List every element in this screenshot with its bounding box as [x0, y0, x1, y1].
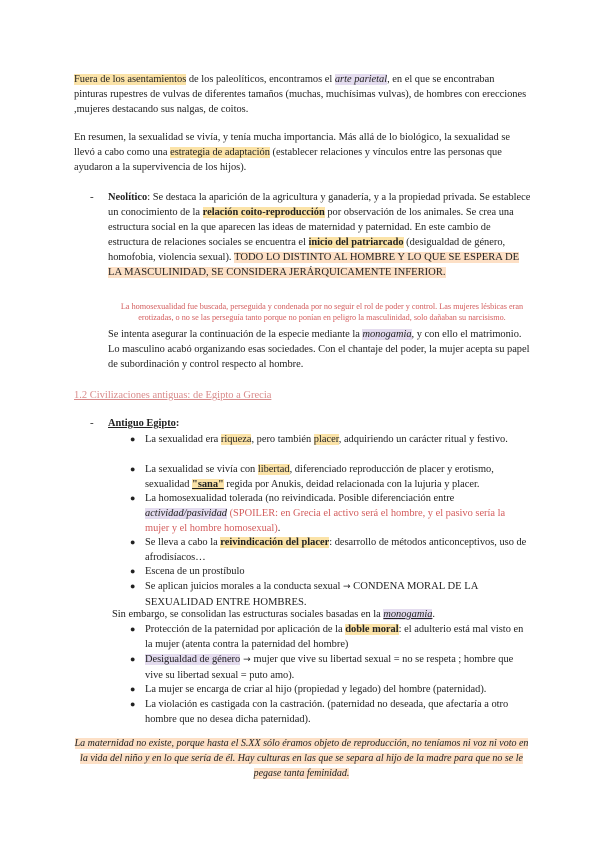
highlight-sana: "sana": [192, 479, 224, 490]
paragraph-monogamia: [108, 327, 532, 372]
highlight-riqueza: riqueza: [220, 434, 252, 445]
spoiler-note: (SPOILER: en Grecia el activo será el hombre, y el pasivo sería la mujer y el hombre homosexual): [145, 508, 506, 534]
text: La sexualidad era: [145, 434, 221, 445]
paragraph-sin-embargo: [112, 607, 532, 622]
list-item: [145, 622, 530, 652]
section-heading: 1.2 Civilizaciones antiguas: de Egipto a Grecia: [74, 390, 272, 401]
paragraph-arte-parietal: [74, 72, 529, 117]
highlight-estrategia: estrategia de adaptación: [170, 147, 270, 158]
highlight-relacion-coito: relación coito-reproducción: [202, 207, 325, 218]
text: CONDENA MORAL DE LA SEXUALIDAD ENTRE HOMBRES.: [145, 581, 478, 608]
list-dash: -: [90, 191, 94, 203]
text: En resumen, la sexualidad se vivía, y tenía mucha importancia. Más allá de lo biológico, la sexualidad se llevó a cabo como una: [74, 132, 510, 158]
highlight-actividad: actividad/pasividad: [145, 508, 227, 519]
list-item: [145, 491, 530, 536]
list-dash: -: [90, 417, 94, 429]
paragraph-neolitico: [108, 190, 532, 280]
text: , y con ello el matrimonio. Lo masculino acabó organizando esas sociedades. Con el chantaje del poder, la mujer acepta su papel de subordinación y control respecto al hombre.: [108, 329, 530, 370]
highlight-desigualdad: Desigualdad de género: [145, 654, 241, 665]
list-item: [145, 535, 530, 565]
text: regida por Anukis, deidad relacionada con la lujuria y placer.: [223, 479, 480, 490]
text: , diferenciado reproducción de placer y erotismo, sexualidad: [145, 464, 494, 490]
highlight-monogamia-2: monogamia: [383, 609, 433, 620]
highlight-placer: placer: [313, 434, 339, 445]
bullet-icon: ●: [130, 624, 136, 634]
arrow-icon: →: [342, 582, 351, 592]
highlight-reivindicacion: reivindicación del placer: [220, 537, 330, 548]
list-item: [145, 652, 530, 683]
bullet-icon: ●: [130, 699, 136, 709]
text: Protección de la paternidad por aplicación de la: [145, 624, 346, 635]
neolitico-label: Neolítico: [108, 192, 148, 203]
text: .: [432, 609, 436, 620]
text: : Se destaca la aparición de la agricultura y ganadería, y a la propiedad privada. Se establece un conocimiento de la: [108, 192, 531, 218]
highlight-asentamientos: Fuera de los asentamientos: [74, 74, 187, 85]
highlight-monogamia: monogamia: [362, 329, 412, 340]
list-item: [145, 462, 530, 492]
text: : desarrollo de métodos anticonceptivos, uso de afrodisíacos…: [145, 537, 527, 563]
final-paragraph: [74, 736, 529, 781]
highlight-doble-moral: doble moral: [345, 624, 399, 635]
text: : el adulterio está mal visto en la mujer (atenta contra la paternidad del hombre): [145, 624, 524, 650]
highlight-patriarcado: inicio del patriarcado: [308, 237, 404, 248]
bullet-icon: ●: [130, 654, 136, 664]
egipto-title: [108, 416, 563, 431]
text: (establecer relaciones y vínculos entre las personas que ayudaron a la supervivencia de los hijos).: [74, 147, 502, 173]
text: La sexualidad se vivía con: [145, 464, 258, 475]
text: Se intenta asegurar la continuación de la especie mediante la: [108, 329, 363, 340]
bullet-icon: ●: [130, 581, 136, 591]
text: Sin embargo, se consolidan las estructuras sociales basadas en la: [112, 609, 384, 620]
text: mujer que vive su libertad sexual = no se respeta ; hombre que vive su libertad sexual = puto amo).: [145, 654, 514, 681]
text: por observación de los animales. Se crea una estructura social en la que aparecen las ideas de maternidad y paternidad. En este cambio de estructura de relaciones sociales se encuentra el: [108, 207, 514, 248]
highlight-maternidad: La maternidad no existe, porque hasta el S.XX sólo éramos objeto de reproducción, no teníamos ni voz ni voto en la vida del niño y en lo que sería de él. Hay culturas en las que se separa al hijo de la madre para que no se le pegase tanta feminidad.: [74, 738, 529, 779]
text: (desigualdad de género, homofobia, violencia sexual).: [108, 237, 506, 263]
highlight-arte-parietal: arte parietal: [334, 74, 388, 85]
text: Se aplican juicios morales a la conducta sexual: [145, 581, 343, 592]
list-item: [145, 579, 530, 610]
text: , pero también: [251, 434, 314, 445]
text: , en el que se encontraban pinturas rupestres de vulvas de diferentes tamaños (muchas, muchísimas vulvas), de hombres con erecciones ,mujeres destacando sus nalgas, de coitos.: [74, 74, 527, 115]
highlight-libertad: libertad: [257, 464, 290, 475]
bullet-icon: ●: [130, 684, 136, 694]
egipto-label: Antiguo Egipto: [108, 418, 176, 429]
text: , adquiriendo un carácter ritual y festivo.: [338, 434, 508, 445]
list-item: Escena de un prostíbulo: [145, 566, 245, 577]
text: :: [175, 418, 180, 429]
bullet-icon: ●: [130, 493, 136, 503]
arrow-icon: →: [240, 655, 254, 665]
paragraph-resumen: [74, 130, 529, 175]
highlight-todo-lo-distinto: TODO LO DISTINTO AL HOMBRE Y LO QUE SE ESPERA DE LA MASCULINIDAD, SE CONSIDERA JERÁRQUICAMENTE INFERIOR.: [108, 252, 520, 278]
note-homosexualidad: La homosexualidad fue buscada, perseguida y condenada por no seguir el rol de poder y control. Las mujeres lésbicas eran erotizadas, o no se las perseguía tanto porque no ponían en peligro la masculinidad, solo dañaban su narcisismo.: [120, 302, 524, 323]
text: Se lleva a cabo la: [145, 537, 221, 548]
text: de los paleolíticos, encontramos el: [186, 74, 335, 85]
bullet-icon: ●: [130, 464, 136, 474]
list-item: [145, 432, 530, 447]
text: La homosexualidad tolerada (no reivindicada. Posible diferenciación entre: [145, 493, 455, 504]
bullet-icon: ●: [130, 434, 136, 444]
list-item: La mujer se encarga de criar al hijo (propiedad y legado) del hombre (paternidad).: [145, 684, 487, 695]
list-item: La violación es castigada con la castración. (paternidad no deseada, que afectaría a otro hombre que no desea dicha paternidad).: [145, 699, 509, 725]
bullet-icon: ●: [130, 566, 136, 576]
text: .: [277, 523, 281, 534]
bullet-icon: ●: [130, 537, 136, 547]
